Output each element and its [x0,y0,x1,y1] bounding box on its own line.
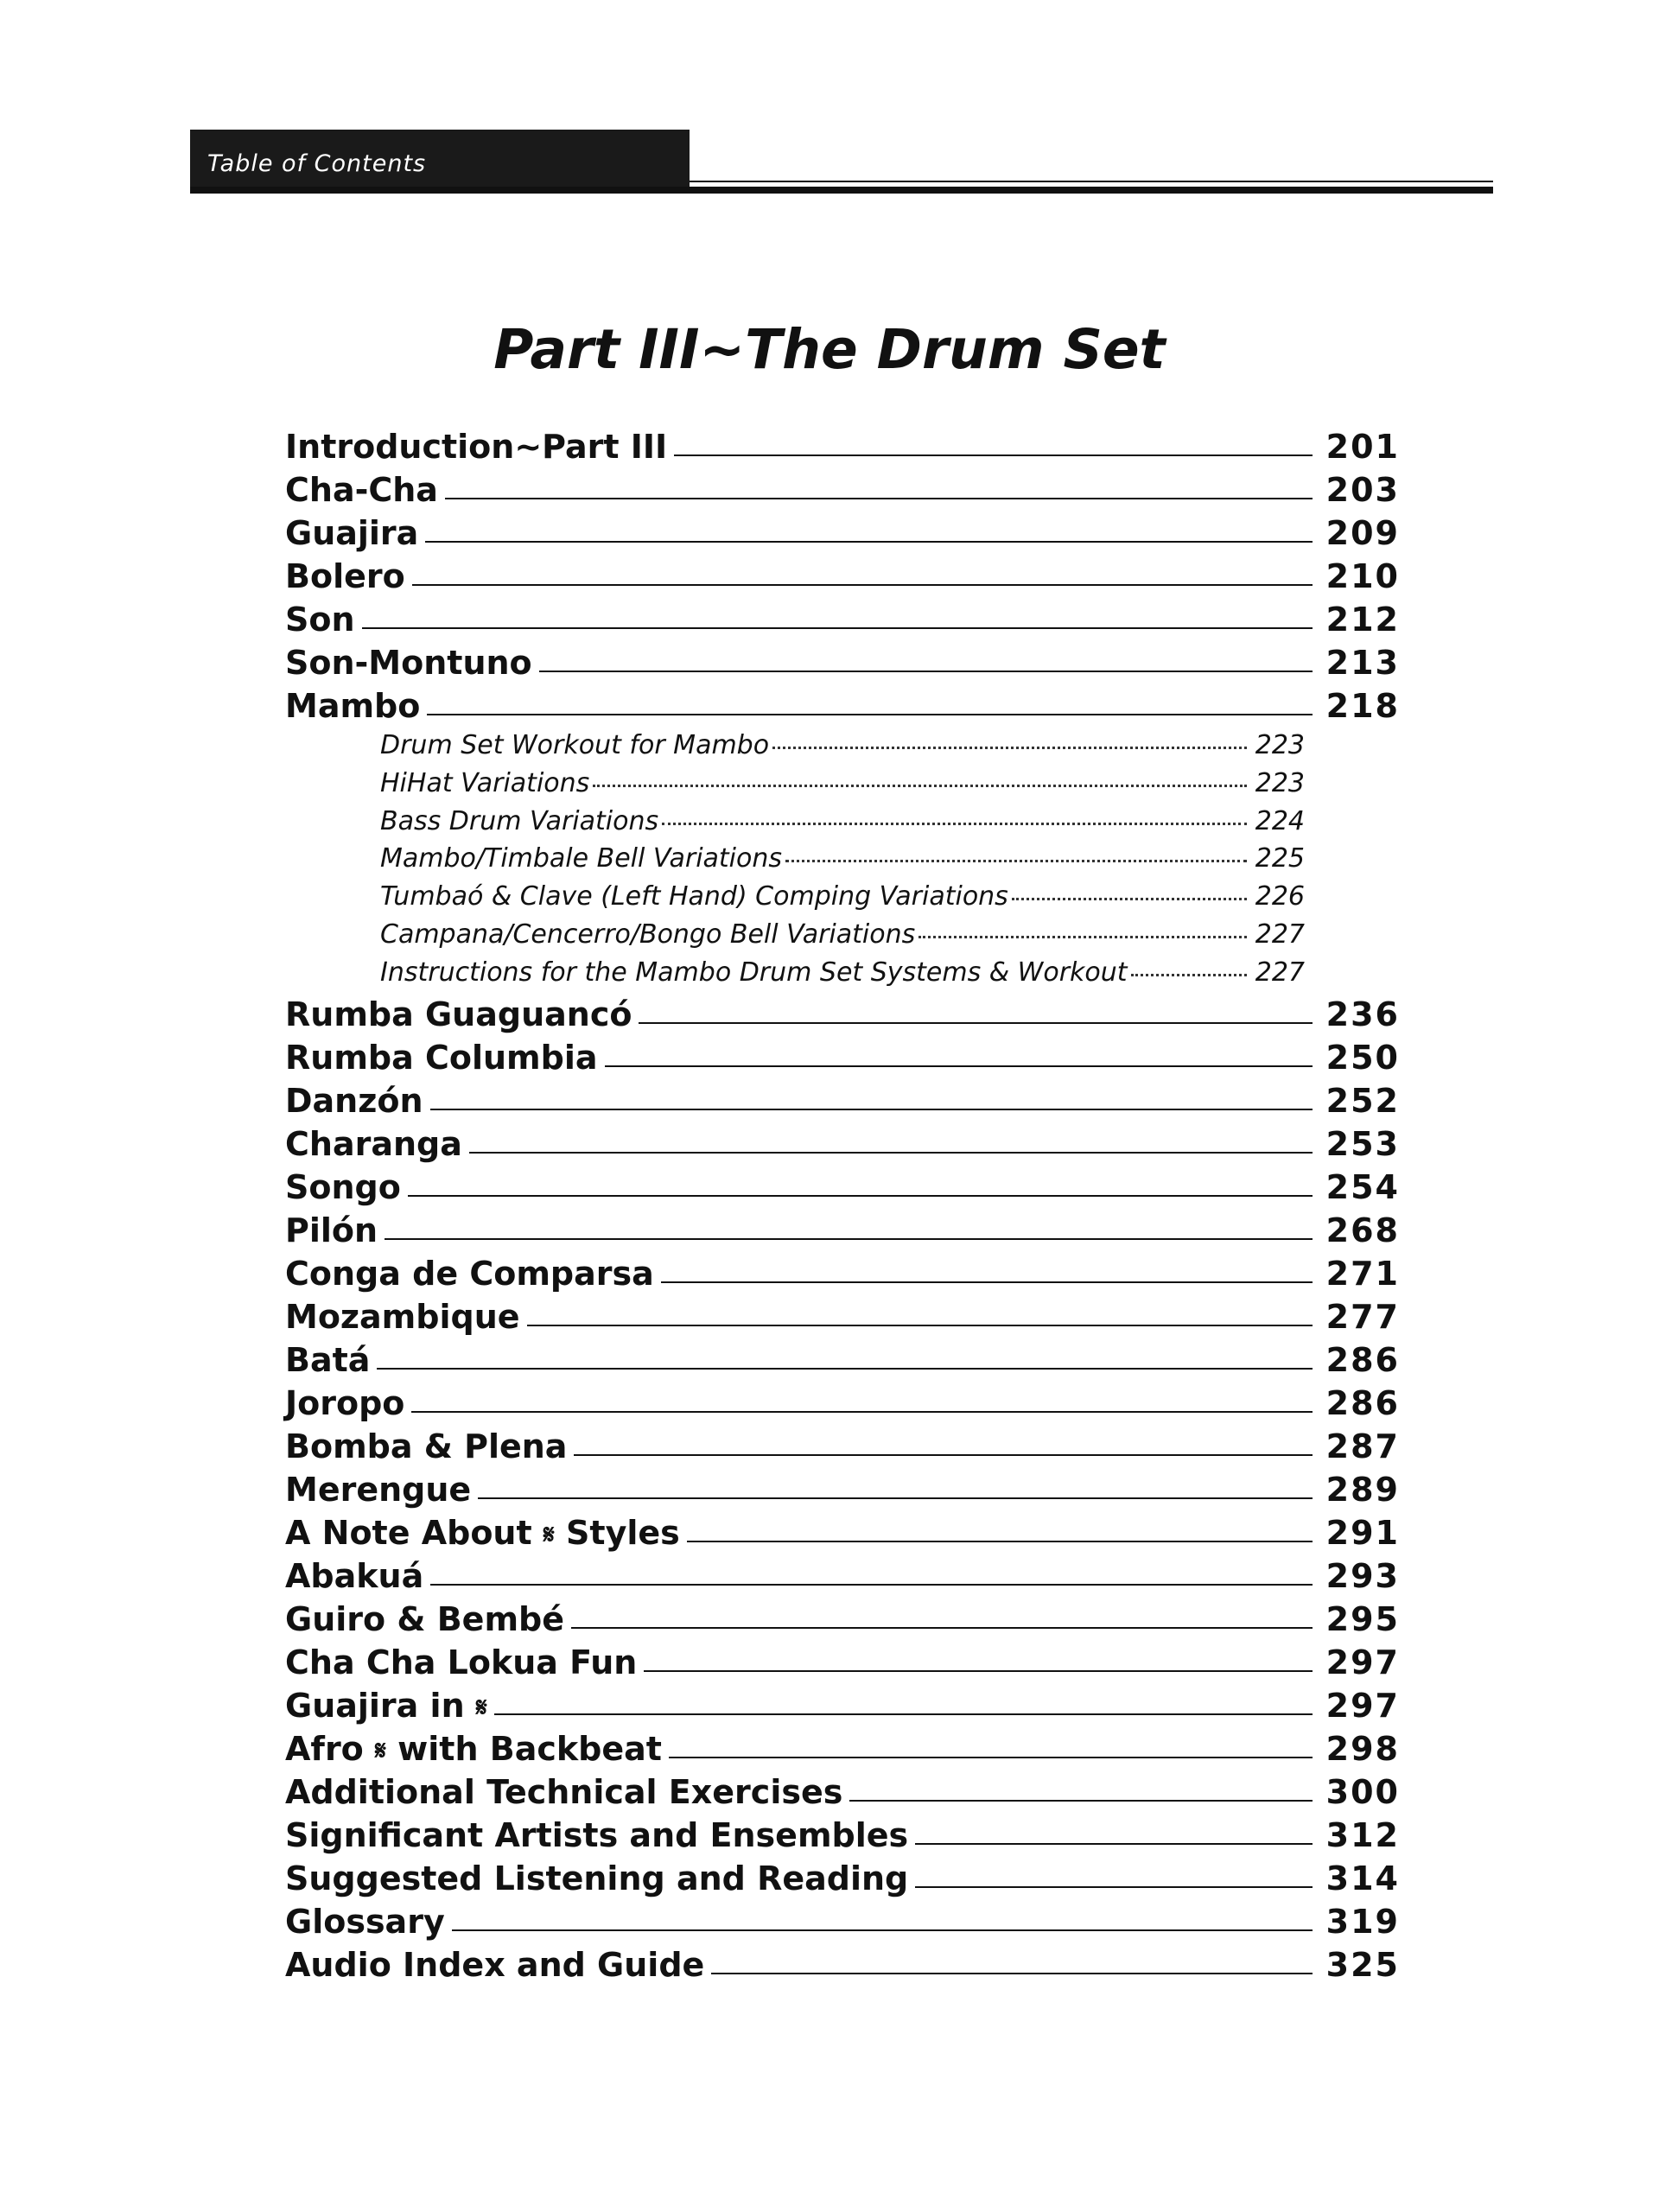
toc-leader-line [849,1800,1312,1802]
toc-entry-page: 297 [1325,1686,1400,1725]
section-header-label: Table of Contents [190,130,690,187]
toc-entry-title: Mozambique [285,1297,520,1336]
toc-entry-title: Charanga [285,1124,462,1163]
toc-entry-title: Guajira in 𝄋 [285,1686,487,1725]
toc-entry-title: Abakuá [285,1556,424,1595]
toc-group-main [285,1557,1400,1687]
toc-entry-title: Conga de Comparsa [285,1254,654,1293]
toc-leader-line [915,1843,1313,1845]
toc-entry-title: A Note About 𝄋 Styles [285,1513,680,1552]
toc-entry[interactable] [285,1341,1400,1384]
part-title: Part III~The Drum Set [493,318,1166,381]
toc-entry-page: 314 [1325,1859,1400,1897]
toc-entry-page: 223 [1255,730,1305,760]
toc-leader-line [411,1411,1312,1413]
toc-leader-line [605,1065,1313,1067]
toc-entry[interactable] [285,601,1400,644]
toc-entry[interactable] [285,1125,1400,1168]
toc-entry-title: Mambo/Timbale Bell Variations [380,843,783,874]
toc-entry-title: Audio Index and Guide [285,1945,705,1984]
toc-entry-note-about-styles[interactable] [285,1514,1400,1557]
toc-entry-page: 227 [1255,957,1305,988]
toc-leader-line [425,541,1312,543]
toc-group-main [285,1773,1400,1989]
toc-entry-page: 271 [1325,1254,1400,1293]
toc-leader-line [915,1886,1312,1888]
toc-entry-page: 268 [1325,1211,1400,1249]
toc-entry-page: 297 [1325,1643,1400,1681]
toc-entry-title: Afro 𝄋 with Backbeat [285,1729,662,1768]
toc-entry[interactable] [285,995,1400,1039]
toc-leader-line [1012,898,1247,900]
toc-leader-line [377,1368,1312,1370]
toc-leader-line [711,1973,1312,1974]
toc-subentry[interactable] [380,806,1305,844]
toc-entry-page: 298 [1325,1729,1400,1768]
toc-entry-page: 287 [1325,1427,1400,1465]
toc-leader-line [1131,974,1247,976]
toc-entry-page: 209 [1325,514,1400,552]
toc-leader-line [430,1109,1313,1110]
toc-subentry[interactable] [380,843,1305,881]
toc-leader-line [385,1238,1313,1240]
toc-entry-page: 218 [1325,687,1400,725]
toc-entry-title: Tumbaó & Clave (Left Hand) Comping Variations [380,881,1008,912]
toc-entry-title: Cha-Cha [285,471,438,509]
toc-entry-page: 210 [1325,557,1400,595]
toc-entry-guajira-in[interactable] [285,1687,1400,1730]
toc-entry-page: 236 [1325,995,1400,1033]
toc-entry-page: 254 [1325,1167,1400,1206]
toc-leader-line [644,1670,1312,1672]
toc-entry-title: Mambo [285,687,421,725]
segno-icon: 𝄋 [375,1735,386,1766]
toc-entry-page: 212 [1325,601,1400,639]
toc-entry-title: Bass Drum Variations [380,805,659,836]
toc-leader-line [412,584,1313,586]
toc-entry-title: Rumba Guaguancó [285,995,632,1033]
toc-entry[interactable] [285,428,1400,471]
toc-entry-title: Significant Artists and Ensembles [285,1815,909,1854]
toc-list [285,428,1400,1989]
toc-leader-line [918,936,1246,938]
toc-entry-title: Guiro & Bembé [285,1599,565,1638]
toc-leader-line [452,1929,1313,1931]
toc-leader-line [571,1627,1313,1629]
toc-entry-page: 286 [1325,1340,1400,1379]
toc-entry-title: Glossary [285,1902,445,1941]
toc-entry-title: Batá [285,1340,371,1379]
toc-entry-title: Rumba Columbia [285,1038,598,1077]
toc-entry[interactable] [285,514,1400,557]
toc-leader-line [639,1022,1312,1024]
segno-icon: 𝄋 [475,1692,487,1723]
toc-entry-page: 223 [1255,767,1305,798]
toc-entry[interactable] [285,687,1400,730]
toc-entry-title: Pilón [285,1211,378,1249]
toc-subentry[interactable] [380,730,1305,768]
segno-icon: 𝄋 [543,1519,555,1550]
toc-leader-line [408,1195,1313,1197]
toc-entry[interactable] [285,1082,1400,1125]
toc-entry-page: 295 [1325,1599,1400,1638]
toc-entry[interactable] [285,1859,1400,1903]
toc-entry-title: Additional Technical Exercises [285,1772,843,1811]
toc-entry-afro-backbeat[interactable] [285,1730,1400,1773]
toc-leader-line [445,498,1313,499]
toc-entry-title: Guajira [285,514,419,552]
toc-entry-page: 312 [1325,1815,1400,1854]
toc-group-main [285,428,1400,730]
toc-entry[interactable] [285,1039,1400,1082]
toc-leader-line [574,1454,1312,1456]
toc-leader-line [362,627,1313,629]
toc-entry[interactable] [285,1946,1400,1989]
toc-entry-title: Bolero [285,557,405,595]
toc-entry-title: Campana/Cencerro/Bongo Bell Variations [380,918,916,950]
toc-entry[interactable] [285,1168,1400,1211]
toc-leader-line [593,785,1246,787]
toc-entry-title: Introduction~Part III [285,428,668,466]
toc-subentry[interactable] [380,881,1305,919]
toc-entry[interactable] [285,1255,1400,1298]
toc-entry-page: 213 [1325,644,1400,682]
toc-entry-page: 325 [1325,1945,1400,1984]
toc-entry-page: 286 [1325,1383,1400,1422]
toc-leader-line [427,714,1312,715]
toc-entry-page: 203 [1325,471,1400,509]
toc-entry[interactable] [285,557,1400,601]
toc-subentry[interactable] [380,768,1305,806]
toc-subentry[interactable] [380,957,1305,995]
toc-entry-page: 201 [1325,428,1400,466]
toc-entry[interactable] [285,1643,1400,1687]
toc-entry-page: 319 [1325,1902,1400,1941]
toc-entry-title: Drum Set Workout for Mambo [380,730,770,760]
header-rule-thick [190,187,1493,194]
toc-entry-title: Suggested Listening and Reading [285,1859,909,1897]
toc-entry-title: Son [285,601,355,639]
toc-group-main [285,995,1400,1514]
toc-entry[interactable] [285,1903,1400,1946]
toc-entry-title: Joropo [285,1383,405,1422]
toc-leader-line [669,1757,1313,1758]
toc-entry-page: 293 [1325,1556,1400,1595]
toc-entry[interactable] [285,1211,1400,1255]
toc-leader-line [772,747,1247,749]
toc-entry-page: 225 [1255,843,1305,874]
toc-entry-page: 252 [1325,1081,1400,1120]
toc-entry-title: HiHat Variations [380,767,590,798]
toc-entry-page: 277 [1325,1297,1400,1336]
toc-entry-page: 250 [1325,1038,1400,1077]
toc-entry[interactable] [285,1298,1400,1341]
toc-entry-page: 253 [1325,1124,1400,1163]
toc-entry-title: Songo [285,1167,401,1206]
toc-entry-page: 227 [1255,918,1305,950]
toc-leader-line [674,454,1312,456]
toc-entry[interactable] [285,1471,1400,1514]
toc-entry[interactable] [285,1384,1400,1427]
toc-leader-line [661,1281,1313,1283]
toc-leader-line [494,1713,1313,1715]
toc-entry-page: 289 [1325,1470,1400,1509]
toc-entry-page: 224 [1255,805,1305,836]
toc-entry-page: 300 [1325,1772,1400,1811]
toc-entry-title: Danzón [285,1081,423,1120]
toc-entry-page: 291 [1325,1513,1400,1552]
header-rule-thin [690,181,1493,182]
toc-entry[interactable] [285,644,1400,687]
toc-entry[interactable] [285,1427,1400,1471]
toc-subentry[interactable] [380,919,1305,957]
toc-group-mambo-sub [285,730,1305,995]
toc-leader-line [662,823,1247,825]
toc-leader-line [785,860,1247,862]
toc-entry[interactable] [285,471,1400,514]
toc-entry-title: Cha Cha Lokua Fun [285,1643,638,1681]
toc-entry-title: Bomba & Plena [285,1427,568,1465]
toc-leader-line [478,1497,1312,1499]
toc-entry[interactable] [285,1557,1400,1600]
toc-entry[interactable] [285,1773,1400,1816]
toc-entry[interactable] [285,1816,1400,1859]
toc-leader-line [469,1152,1313,1154]
toc-leader-line [687,1541,1313,1542]
toc-entry-title: Son-Montuno [285,644,532,682]
toc-entry-page: 226 [1255,881,1305,912]
toc-leader-line [430,1584,1312,1586]
toc-leader-line [527,1325,1313,1326]
toc-entry[interactable] [285,1600,1400,1643]
toc-entry-title: Instructions for the Mambo Drum Set Systems & Workout [380,957,1128,988]
toc-entry-title: Merengue [285,1470,472,1509]
toc-leader-line [539,671,1313,672]
